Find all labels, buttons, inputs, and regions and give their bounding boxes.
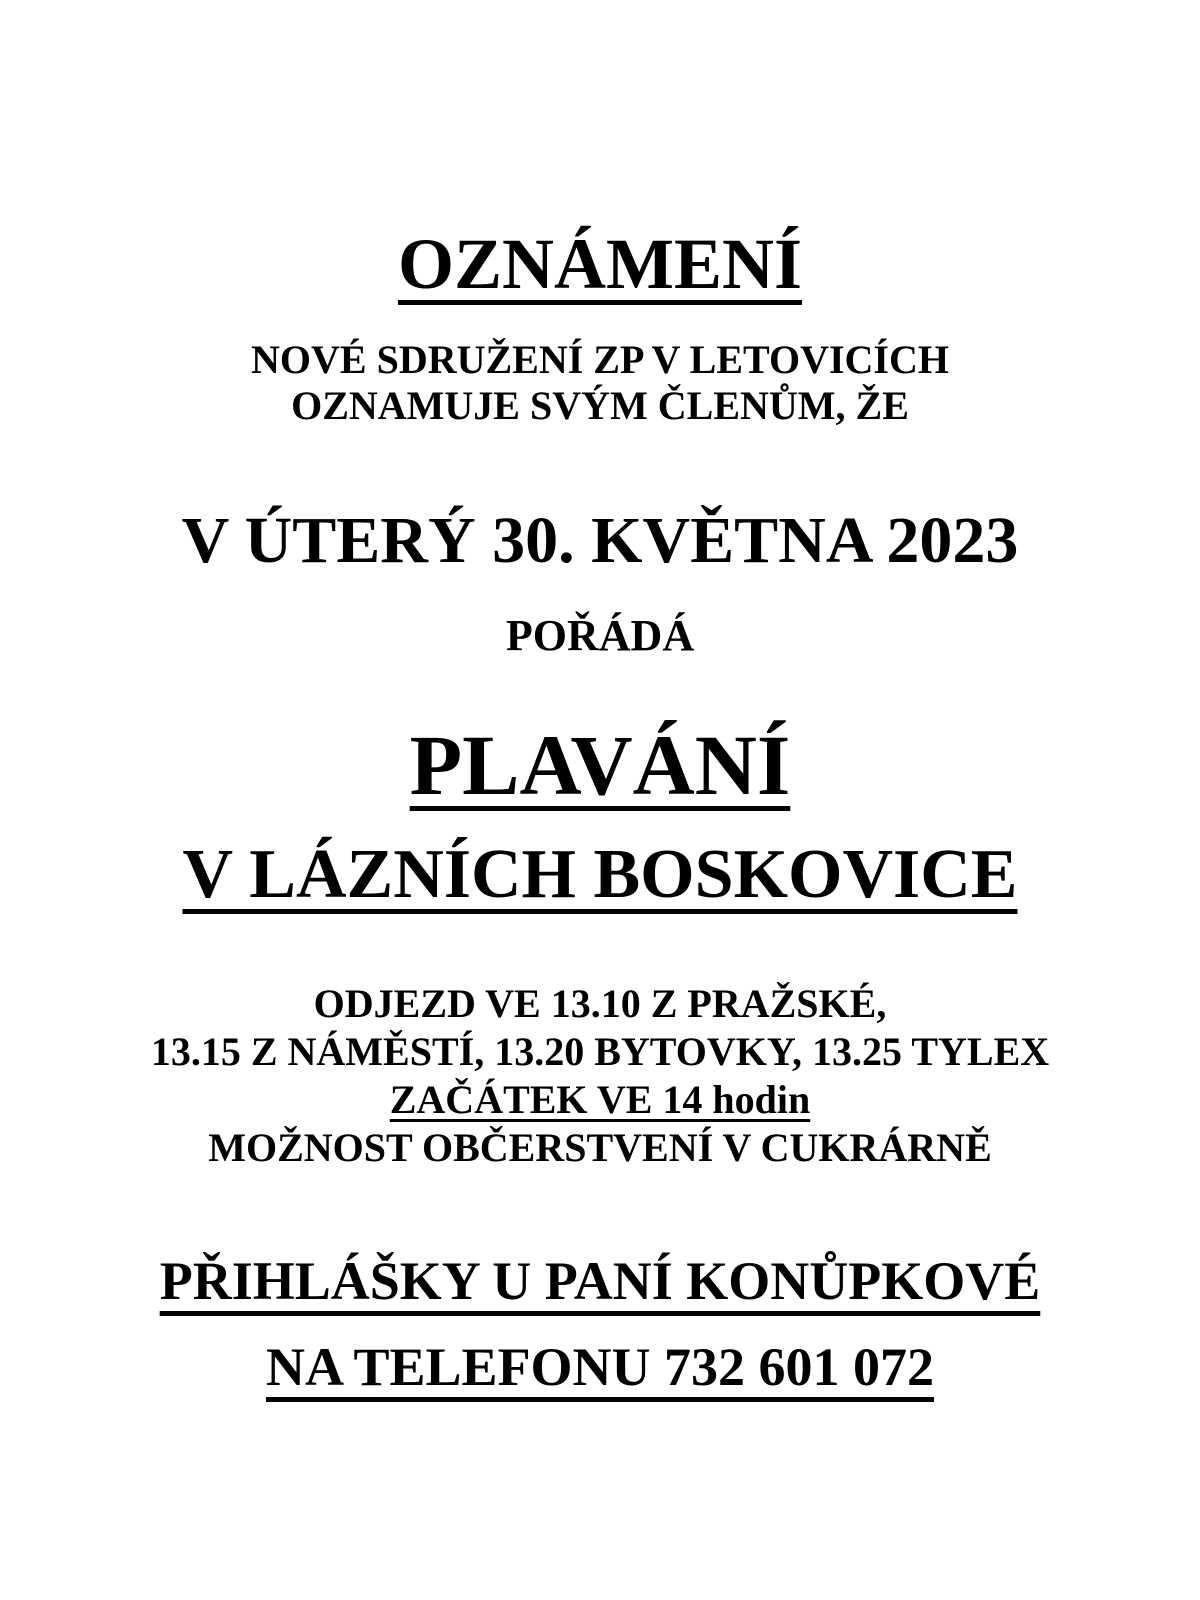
registration-line-2-text: NA TELEFONU 732 601 072 [265,1337,935,1397]
event-title-text: PLAVÁNÍ [409,717,791,813]
departure-line-2: 13.15 Z NÁMĚSTÍ, 13.20 BYTOVKY, 13.25 TYLEX [150,1029,1050,1074]
event-date: V ÚTERÝ 30. KVĚTNA 2023 [181,504,1019,577]
event-title [0,717,1200,813]
refreshments-info: MOŽNOST OBČERSTVENÍ V CUKRÁRNĚ [208,1125,992,1170]
departure-line-1: ODJEZD VE 13.10 Z PRAŽSKÉ, [313,981,887,1026]
event-location-text: V LÁZNÍCH BOSKOVICE [182,836,1018,913]
intro-line-2: OZNAMUJE SVÝM ČLENŮM, ŽE [291,383,909,428]
start-time [0,1077,1200,1122]
registration-line-2 [0,1337,1200,1397]
notice-heading [0,224,1200,304]
organizes-label: POŘÁDÁ [505,611,695,660]
registration-line-1 [0,1251,1200,1311]
event-location [0,836,1200,913]
intro-line-1: NOVÉ SDRUŽENÍ ZP V LETOVICÍCH [251,337,949,382]
registration-line-1-text: PŘIHLÁŠKY U PANÍ KONŮPKOVÉ [159,1251,1041,1311]
notice-heading-text: OZNÁMENÍ [397,224,802,304]
start-time-text: ZAČÁTEK VE 14 hodin [389,1077,811,1122]
